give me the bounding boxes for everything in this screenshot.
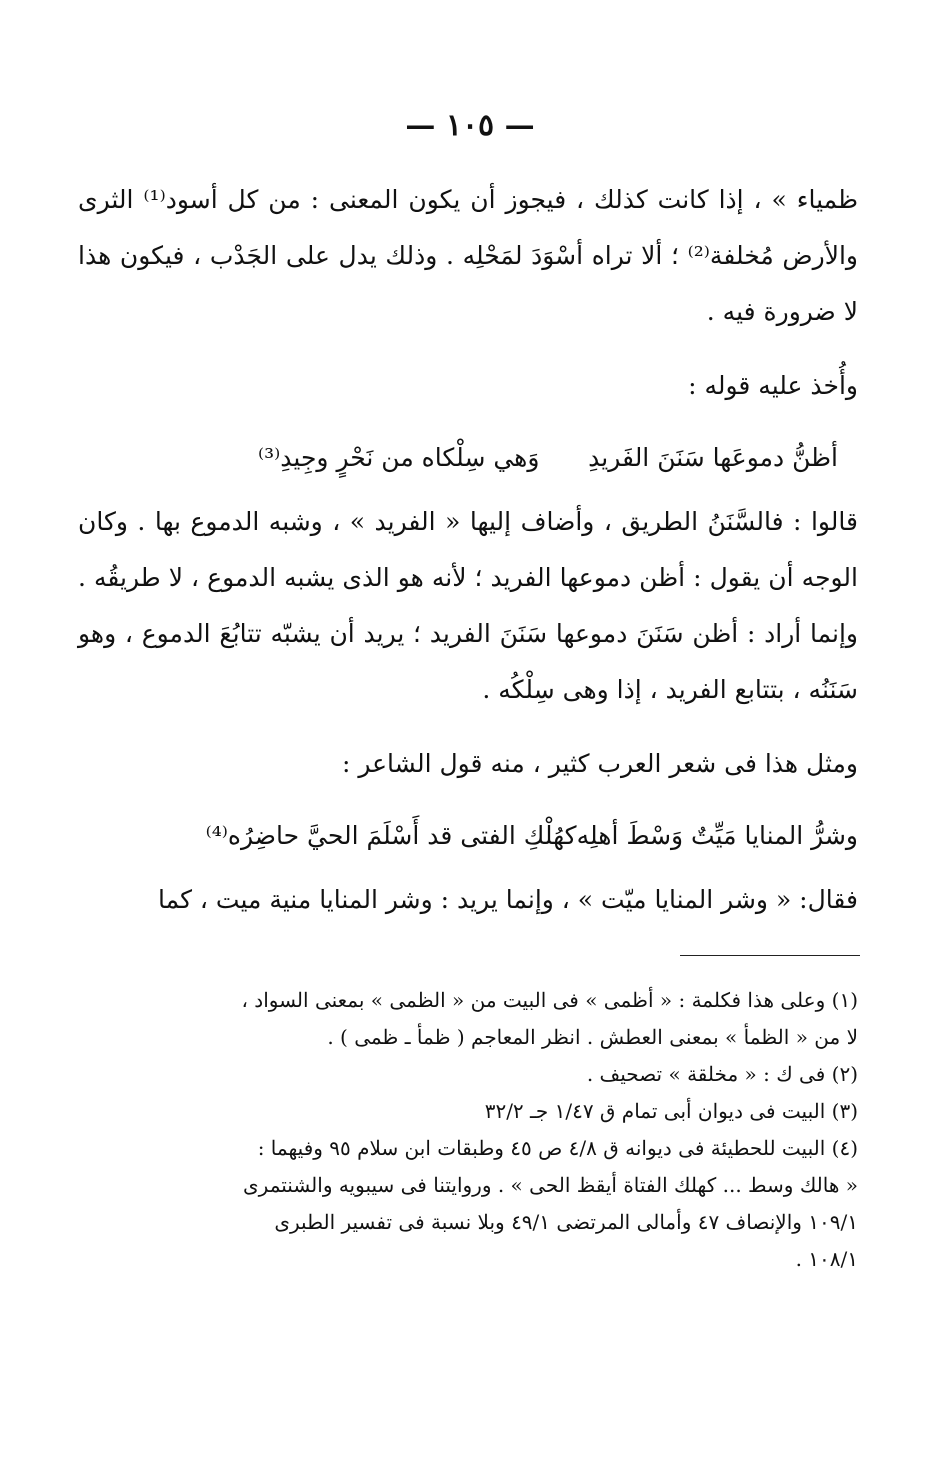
footnote-4-line-2: « هالك وسط ... كهلك الفتاة أيقظ الحى » . وروايتنا فى سيبويه والشنتمرى	[243, 1173, 858, 1197]
verse-2-second-hemistich: كهُلْكِ الفتى قد أَسْلَمَ الحيَّ حاضِرُه⁽⁴⁾	[205, 821, 577, 850]
verse-2	[205, 808, 858, 864]
verse-1	[258, 430, 838, 486]
paragraph-1: ظمياء » ، إذا كانت كذلك ، فيجوز أن يكون المعنى : من كل أسود⁽¹⁾ الثرى والأرض مُخلفة⁽²⁾ ؛ ألا تراه أسْوَدَ لمَحْلِه . وذلك يدل على الجَدْب ، فيكون هذا لا ضرورة فيه .	[78, 185, 859, 326]
footnote-4-line-3: ١٠٩/١ والإنصاف ٤٧ وأمالى المرتضى ٤٩/١ وبلا نسبة فى تفسير الطبرى	[274, 1210, 858, 1234]
paragraph-2: وأُخذ عليه قوله :	[688, 371, 858, 400]
footnotes	[78, 982, 858, 1278]
footnote-1-line-2: لا من « الظمأ » بمعنى العطش . انظر المعاجم ( ظمأ ـ ظمى ) .	[327, 1025, 858, 1049]
footnote-divider	[680, 955, 860, 956]
verse-1-first-hemistich: أظنُّ دموعَها سَنَنَ الفَريدِ	[588, 443, 838, 472]
footnote-3: (٣) البيت فى ديوان أبى تمام ق ١/٤٧ جـ ٣٢/٢	[484, 1099, 858, 1123]
footnote-4-line-1: (٤) البيت للحطيئة فى ديوانه ق ٤/٨ ص ٤٥ وطبقات ابن سلام ٩٥ وفيهما :	[257, 1136, 858, 1160]
main-text	[78, 172, 858, 928]
footnote-2: (٢) فى ك : « مخلقة » تصحيف .	[586, 1062, 858, 1086]
paragraph-4: ومثل هذا فى شعر العرب كثير ، منه قول الشاعر :	[341, 749, 858, 778]
paragraph-5: فقال: « وشر المنايا ميّت » ، وإنما يريد : وشر المنايا منية ميت ، كما	[158, 885, 858, 914]
verse-1-second-hemistich: وَهي سِلْكاه من نَحْرٍ وجِيدِ⁽³⁾	[258, 443, 540, 472]
footnote-4-line-4: ١٠٨/١ .	[795, 1247, 858, 1271]
paragraph-3: قالوا : فالسَّنَنُ الطريق ، وأضاف إليها « الفريد » ، وشبه الدموع بها . وكان الوجه أن يقول : أظن دموعها الفريد ؛ لأنه هو الذى يشبه الدموع ، لا طريقُه . وإنما أراد : أظن سَنَنَ دموعها سَنَنَ الفريد ؛ يريد أن يشبّه تتابُعَ الدموع ، وهو سَنَنُه ، بتتابع الفريد ، إذا وهى سِلْكُه .	[78, 507, 858, 704]
footnote-1-line-1: (١) وعلى هذا فكلمة : « أظمى » فى البيت من « الظمى » بمعنى السواد ،	[241, 988, 858, 1012]
verse-2-first-hemistich: وشرُّ المنايا مَيِّتٌ وَسْطَ أهلِه	[576, 821, 858, 850]
page-number: — ١٠٥ —	[405, 108, 535, 143]
